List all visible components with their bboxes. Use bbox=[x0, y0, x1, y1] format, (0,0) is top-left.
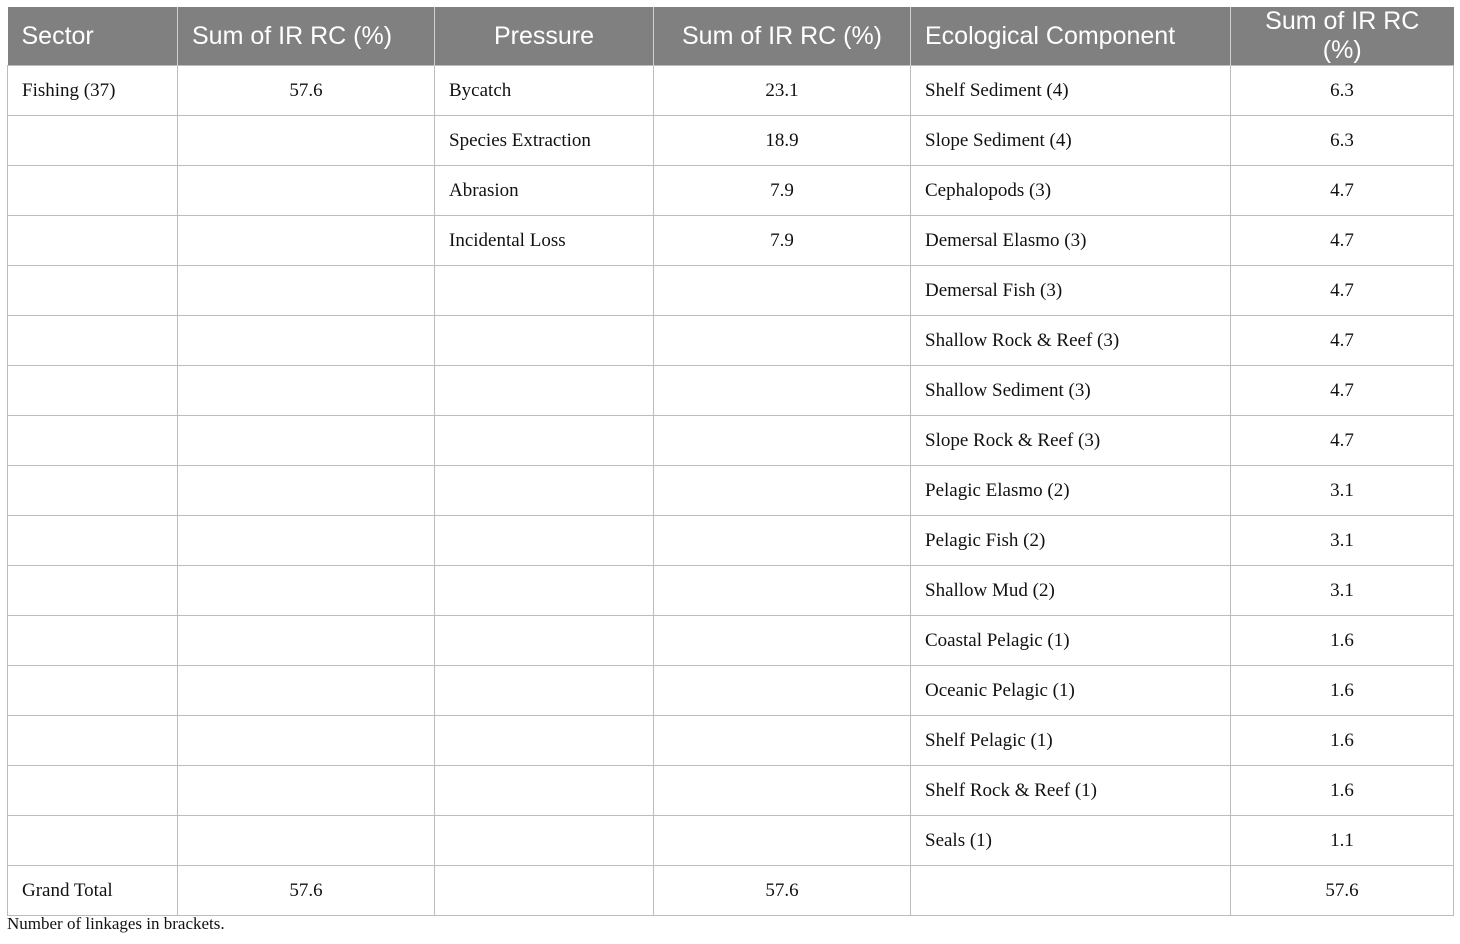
pressure-sum-cell: 7.9 bbox=[654, 166, 911, 216]
header-pressure-sum: Sum of IR RC (%) bbox=[654, 7, 911, 66]
pressure-sum-cell: 18.9 bbox=[654, 116, 911, 166]
sector-sum-cell bbox=[178, 766, 435, 816]
component-sum-cell: 57.6 bbox=[1231, 866, 1454, 916]
sector-sum-cell bbox=[178, 366, 435, 416]
table-row bbox=[8, 766, 1454, 816]
table-header-row bbox=[8, 7, 1454, 66]
table-row bbox=[8, 716, 1454, 766]
pressure-sum-cell bbox=[654, 616, 911, 666]
pressure-cell bbox=[435, 266, 654, 316]
component-cell: Slope Sediment (4) bbox=[911, 116, 1231, 166]
pressure-cell: Species Extraction bbox=[435, 116, 654, 166]
component-sum-cell: 4.7 bbox=[1231, 416, 1454, 466]
sector-cell bbox=[8, 266, 178, 316]
pressure-sum-cell: 57.6 bbox=[654, 866, 911, 916]
component-cell: Coastal Pelagic (1) bbox=[911, 616, 1231, 666]
pressure-cell bbox=[435, 666, 654, 716]
pressure-cell bbox=[435, 716, 654, 766]
pressure-cell: Bycatch bbox=[435, 66, 654, 116]
sector-sum-cell: 57.6 bbox=[178, 866, 435, 916]
sector-sum-cell bbox=[178, 616, 435, 666]
data-table bbox=[7, 7, 1454, 916]
table-row bbox=[8, 416, 1454, 466]
component-sum-cell: 4.7 bbox=[1231, 316, 1454, 366]
pressure-sum-cell bbox=[654, 266, 911, 316]
sector-sum-cell bbox=[178, 416, 435, 466]
sector-sum-cell bbox=[178, 666, 435, 716]
pressure-sum-cell bbox=[654, 466, 911, 516]
grand-total-row bbox=[8, 866, 1454, 916]
pressure-sum-cell bbox=[654, 666, 911, 716]
sector-cell bbox=[8, 666, 178, 716]
pressure-cell: Abrasion bbox=[435, 166, 654, 216]
table-row bbox=[8, 66, 1454, 116]
pressure-sum-cell bbox=[654, 716, 911, 766]
table-footnote: Number of linkages in brackets. bbox=[7, 914, 225, 933]
component-sum-cell: 3.1 bbox=[1231, 466, 1454, 516]
pressure-sum-cell bbox=[654, 316, 911, 366]
component-cell: Oceanic Pelagic (1) bbox=[911, 666, 1231, 716]
component-cell: Shelf Sediment (4) bbox=[911, 66, 1231, 116]
table-row bbox=[8, 316, 1454, 366]
component-sum-cell: 4.7 bbox=[1231, 166, 1454, 216]
sector-sum-cell: 57.6 bbox=[178, 66, 435, 116]
sector-cell bbox=[8, 366, 178, 416]
sector-cell bbox=[8, 516, 178, 566]
header-component-sum: Sum of IR RC (%) bbox=[1231, 7, 1454, 66]
table-row bbox=[8, 166, 1454, 216]
sector-cell: Grand Total bbox=[8, 866, 178, 916]
sector-sum-cell bbox=[178, 316, 435, 366]
pressure-cell bbox=[435, 466, 654, 516]
pressure-cell bbox=[435, 366, 654, 416]
table-container bbox=[7, 7, 1453, 916]
component-sum-cell: 4.7 bbox=[1231, 366, 1454, 416]
table-row bbox=[8, 366, 1454, 416]
header-sector: Sector bbox=[8, 7, 178, 66]
component-sum-cell: 6.3 bbox=[1231, 66, 1454, 116]
pressure-cell bbox=[435, 816, 654, 866]
sector-sum-cell bbox=[178, 716, 435, 766]
component-sum-cell: 1.1 bbox=[1231, 816, 1454, 866]
component-cell: Cephalopods (3) bbox=[911, 166, 1231, 216]
sector-sum-cell bbox=[178, 216, 435, 266]
pressure-cell bbox=[435, 866, 654, 916]
pressure-sum-cell bbox=[654, 416, 911, 466]
component-cell: Seals (1) bbox=[911, 816, 1231, 866]
sector-cell bbox=[8, 116, 178, 166]
pressure-cell bbox=[435, 566, 654, 616]
component-cell: Shelf Rock & Reef (1) bbox=[911, 766, 1231, 816]
header-sector-sum: Sum of IR RC (%) bbox=[178, 7, 435, 66]
pressure-cell bbox=[435, 766, 654, 816]
sector-cell bbox=[8, 216, 178, 266]
sector-sum-cell bbox=[178, 466, 435, 516]
component-sum-cell: 6.3 bbox=[1231, 116, 1454, 166]
sector-cell bbox=[8, 716, 178, 766]
table-row bbox=[8, 116, 1454, 166]
component-cell: Demersal Fish (3) bbox=[911, 266, 1231, 316]
component-cell: Demersal Elasmo (3) bbox=[911, 216, 1231, 266]
sector-sum-cell bbox=[178, 566, 435, 616]
table-row bbox=[8, 516, 1454, 566]
component-cell: Shallow Sediment (3) bbox=[911, 366, 1231, 416]
component-sum-cell: 4.7 bbox=[1231, 266, 1454, 316]
sector-sum-cell bbox=[178, 116, 435, 166]
table-row bbox=[8, 466, 1454, 516]
table-body bbox=[8, 66, 1454, 916]
pressure-cell: Incidental Loss bbox=[435, 216, 654, 266]
pressure-cell bbox=[435, 616, 654, 666]
pressure-sum-cell bbox=[654, 366, 911, 416]
header-ecological-component: Ecological Component bbox=[911, 7, 1231, 66]
pressure-sum-cell bbox=[654, 816, 911, 866]
sector-cell bbox=[8, 766, 178, 816]
pressure-cell bbox=[435, 516, 654, 566]
component-cell: Pelagic Elasmo (2) bbox=[911, 466, 1231, 516]
sector-cell bbox=[8, 316, 178, 366]
sector-cell bbox=[8, 166, 178, 216]
table-row bbox=[8, 566, 1454, 616]
component-sum-cell: 1.6 bbox=[1231, 716, 1454, 766]
component-sum-cell: 4.7 bbox=[1231, 216, 1454, 266]
header-pressure: Pressure bbox=[435, 7, 654, 66]
table-row bbox=[8, 816, 1454, 866]
component-sum-cell: 1.6 bbox=[1231, 616, 1454, 666]
pressure-sum-cell bbox=[654, 516, 911, 566]
pressure-cell bbox=[435, 316, 654, 366]
table-row bbox=[8, 616, 1454, 666]
sector-sum-cell bbox=[178, 816, 435, 866]
table-row bbox=[8, 666, 1454, 716]
component-cell: Slope Rock & Reef (3) bbox=[911, 416, 1231, 466]
sector-cell: Fishing (37) bbox=[8, 66, 178, 116]
pressure-sum-cell bbox=[654, 766, 911, 816]
component-cell: Shelf Pelagic (1) bbox=[911, 716, 1231, 766]
component-sum-cell: 3.1 bbox=[1231, 516, 1454, 566]
sector-cell bbox=[8, 566, 178, 616]
component-cell bbox=[911, 866, 1231, 916]
component-sum-cell: 1.6 bbox=[1231, 766, 1454, 816]
pressure-cell bbox=[435, 416, 654, 466]
table-row bbox=[8, 266, 1454, 316]
component-cell: Shallow Rock & Reef (3) bbox=[911, 316, 1231, 366]
table-row bbox=[8, 216, 1454, 266]
pressure-sum-cell: 23.1 bbox=[654, 66, 911, 116]
sector-cell bbox=[8, 616, 178, 666]
sector-sum-cell bbox=[178, 266, 435, 316]
component-cell: Shallow Mud (2) bbox=[911, 566, 1231, 616]
sector-cell bbox=[8, 416, 178, 466]
component-sum-cell: 1.6 bbox=[1231, 666, 1454, 716]
component-sum-cell: 3.1 bbox=[1231, 566, 1454, 616]
component-cell: Pelagic Fish (2) bbox=[911, 516, 1231, 566]
pressure-sum-cell bbox=[654, 566, 911, 616]
sector-sum-cell bbox=[178, 166, 435, 216]
sector-sum-cell bbox=[178, 516, 435, 566]
sector-cell bbox=[8, 466, 178, 516]
sector-cell bbox=[8, 816, 178, 866]
pressure-sum-cell: 7.9 bbox=[654, 216, 911, 266]
